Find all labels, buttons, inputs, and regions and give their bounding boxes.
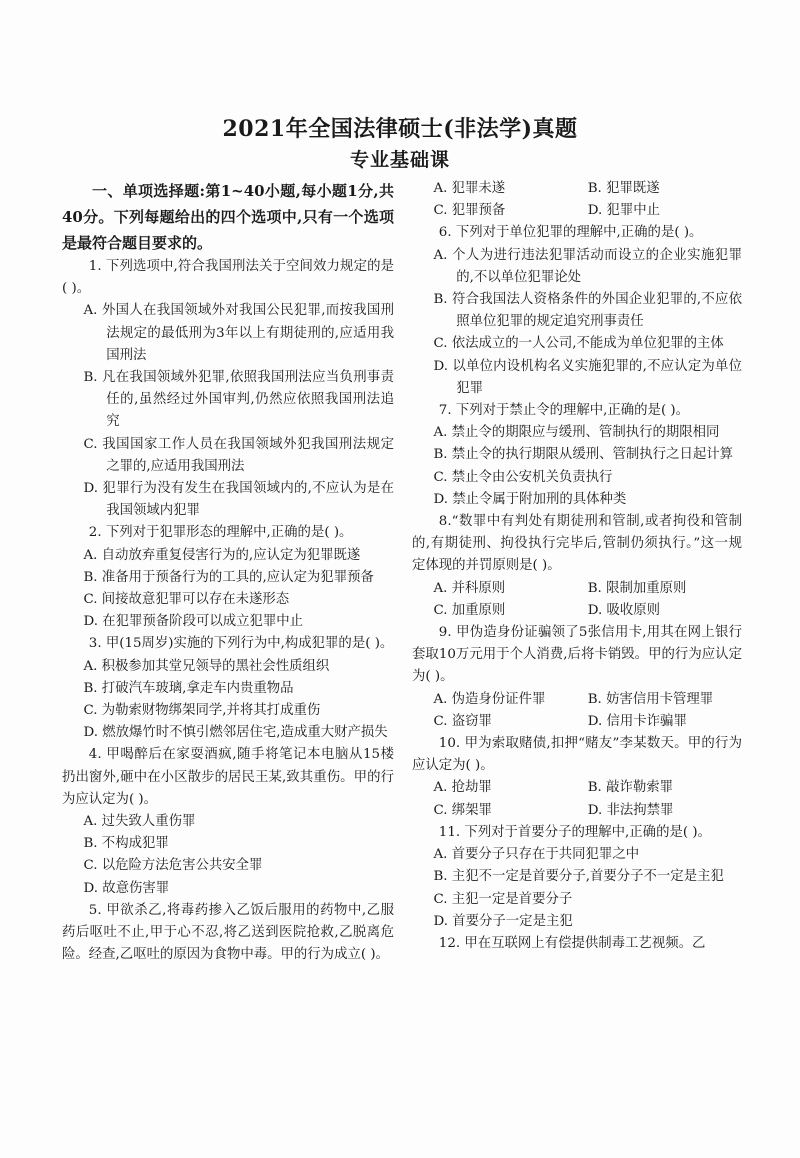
question-9 [412, 622, 742, 733]
option-d: D. 故意伤害罪 [83, 880, 170, 896]
question-stem: 1. 下列选项中,符合我国刑法关于空间效力规定的是( )。 [62, 259, 394, 297]
option-c: C. 禁止令由公安机关负责执行 [433, 469, 613, 485]
question-11 [412, 822, 742, 933]
option-b: B. 妨害信用卡管理罪 [587, 691, 714, 707]
question-stem: 3. 甲(15周岁)实施的下列行为中,构成犯罪的是( )。 [88, 636, 394, 652]
option-b: B. 禁止令的执行期限从缓刑、管制执行之日起计算 [433, 447, 734, 463]
option-b: B. 犯罪既遂 [587, 181, 660, 196]
option-a: A. 犯罪未遂 [433, 181, 506, 196]
option-a: A. 禁止令的期限应与缓刑、管制执行的期限相同 [433, 425, 720, 441]
option-d: D. 在犯罪预备阶段可以成立犯罪中止 [83, 614, 304, 630]
option-a: A. 抢劫罪 [433, 780, 492, 796]
question-8 [412, 511, 742, 622]
option-grid [412, 689, 742, 733]
option-d: D. 犯罪中止 [587, 203, 661, 219]
question-stem: 12. 甲在互联网上有偿提供制毒工艺视频。乙 [438, 935, 706, 951]
option-c: C. 依法成立的一人公司,不能成为单位犯罪的主体 [433, 336, 724, 352]
left-column [62, 178, 394, 967]
question-stem: 2. 下列对于犯罪形态的理解中,正确的是( )。 [88, 525, 353, 541]
option-c: C. 我国国家工作人员在我国领域外犯我国刑法规定之罪的,应适用我国刑法 [83, 436, 394, 474]
question-stem: 10. 甲为索取赌债,扣押“赌友”李某数天。甲的行为应认定为( )。 [412, 736, 742, 774]
option-d: D. 首要分子一定是主犯 [433, 913, 573, 929]
question-5-options [412, 178, 742, 222]
question-2 [62, 522, 394, 633]
question-stem: 7. 下列对于禁止令的理解中,正确的是( )。 [438, 403, 690, 419]
question-12 [412, 933, 742, 955]
question-stem: 4. 甲喝醉后在家耍酒疯,随手将笔记本电脑从15楼扔出窗外,砸中在小区散步的居民王某,致其重伤。甲的行为应认定为( )。 [62, 747, 394, 807]
option-c: C. 主犯一定是首要分子 [433, 891, 573, 907]
option-c: C. 盗窃罪 [433, 713, 492, 729]
option-d: D. 犯罪行为没有发生在我国领域内的,不应认为是在我国领域内犯罪 [83, 481, 394, 519]
option-b: B. 不构成犯罪 [83, 836, 169, 852]
option-a: A. 个人为进行违法犯罪活动而设立的企业实施犯罪的,不以单位犯罪论处 [433, 247, 742, 285]
question-4 [62, 744, 394, 899]
question-6 [412, 222, 742, 400]
option-c: C. 以危险方法危害公共安全罪 [83, 858, 263, 874]
question-5 [62, 900, 394, 967]
option-a: A. 并科原则 [433, 580, 506, 596]
option-d: D. 以单位内设机构名义实施犯罪的,不应认定为单位犯罪 [433, 358, 742, 396]
option-d: D. 禁止令属于附加刑的具体种类 [433, 491, 627, 507]
option-a: A. 外国人在我国领域外对我国公民犯罪,而按我国刑法规定的最低刑为3年以上有期徒刑的,应适用我国刑法 [83, 303, 394, 363]
page-title: 2021年全国法律硕士(非法学)真题 [222, 116, 578, 142]
option-a: A. 自动放弃重复侵害行为的,应认定为犯罪既遂 [83, 547, 361, 563]
option-d: D. 非法拘禁罪 [587, 802, 674, 818]
option-c: C. 犯罪预备 [433, 203, 506, 219]
right-column [412, 178, 742, 955]
option-d: D. 信用卡诈骗罪 [587, 713, 687, 729]
question-stem: 6. 下列对于单位犯罪的理解中,正确的是( )。 [438, 225, 703, 241]
option-d: D. 燃放爆竹时不慎引燃邻居住宅,造成重大财产损失 [83, 725, 388, 741]
question-3 [62, 633, 394, 744]
option-grid [412, 777, 742, 821]
question-stem: 11. 下列对于首要分子的理解中,正确的是( )。 [438, 824, 711, 840]
question-stem: 9. 甲伪造身份证骗领了5张信用卡,用其在网上银行套取10万元用于个人消费,后将卡销毁。甲的行为应认定为( )。 [412, 625, 742, 685]
page-subtitle: 专业基础课 [349, 149, 450, 171]
option-b: B. 限制加重原则 [587, 580, 687, 596]
option-grid [412, 578, 742, 622]
option-b: B. 主犯不一定是首要分子,首要分子不一定是主犯 [433, 869, 724, 885]
option-b: B. 准备用于预备行为的工具的,应认定为犯罪预备 [83, 569, 374, 585]
option-c: C. 为勒索财物绑架同学,并将其打成重伤 [83, 703, 321, 719]
section-heading: 一、单项选择题:第1~40小题,每小题1分,共40分。下列每题给出的四个选项中,只有一个选项是最符合题目要求的。 [62, 182, 394, 252]
question-stem: 5. 甲欲杀乙,将毒药掺入乙饭后服用的药物中,乙服药后呕吐不止,甲于心不忍,将乙送到医院抢救,乙脱离危险。经查,乙呕吐的原因为食物中毒。甲的行为成立( )。 [62, 902, 394, 963]
option-d: D. 吸收原则 [587, 602, 661, 618]
option-a: A. 首要分子只存在于共同犯罪之中 [433, 847, 640, 863]
option-c: C. 加重原则 [433, 602, 506, 618]
option-a: A. 伪造身份证件罪 [433, 691, 546, 707]
question-10 [412, 733, 742, 822]
option-c: C. 间接故意犯罪可以存在未遂形态 [83, 592, 290, 608]
question-1 [62, 256, 394, 522]
option-b: B. 符合我国法人资格条件的外国企业犯罪的,不应依照单位犯罪的规定追究刑事责任 [433, 292, 742, 330]
option-c: C. 绑架罪 [433, 802, 492, 818]
option-b: B. 敲诈勒索罪 [587, 780, 674, 796]
option-a: A. 过失致人重伤罪 [83, 814, 196, 830]
option-a: A. 积极参加其堂兄领导的黑社会性质组织 [83, 658, 330, 674]
option-b: B. 凡在我国领域外犯罪,依照我国刑法应当负刑事责任的,虽然经过外国审判,仍然应依照我国刑法追究 [83, 370, 394, 430]
question-stem: 8.“数罪中有判处有期徒刑和管制,或者拘役和管制的,有期徒刑、拘役执行完毕后,管制仍须执行。”这一规定体现的并罚原则是( )。 [412, 514, 742, 574]
question-7 [412, 400, 742, 511]
option-b: B. 打破汽车玻璃,拿走车内贵重物品 [83, 680, 294, 696]
